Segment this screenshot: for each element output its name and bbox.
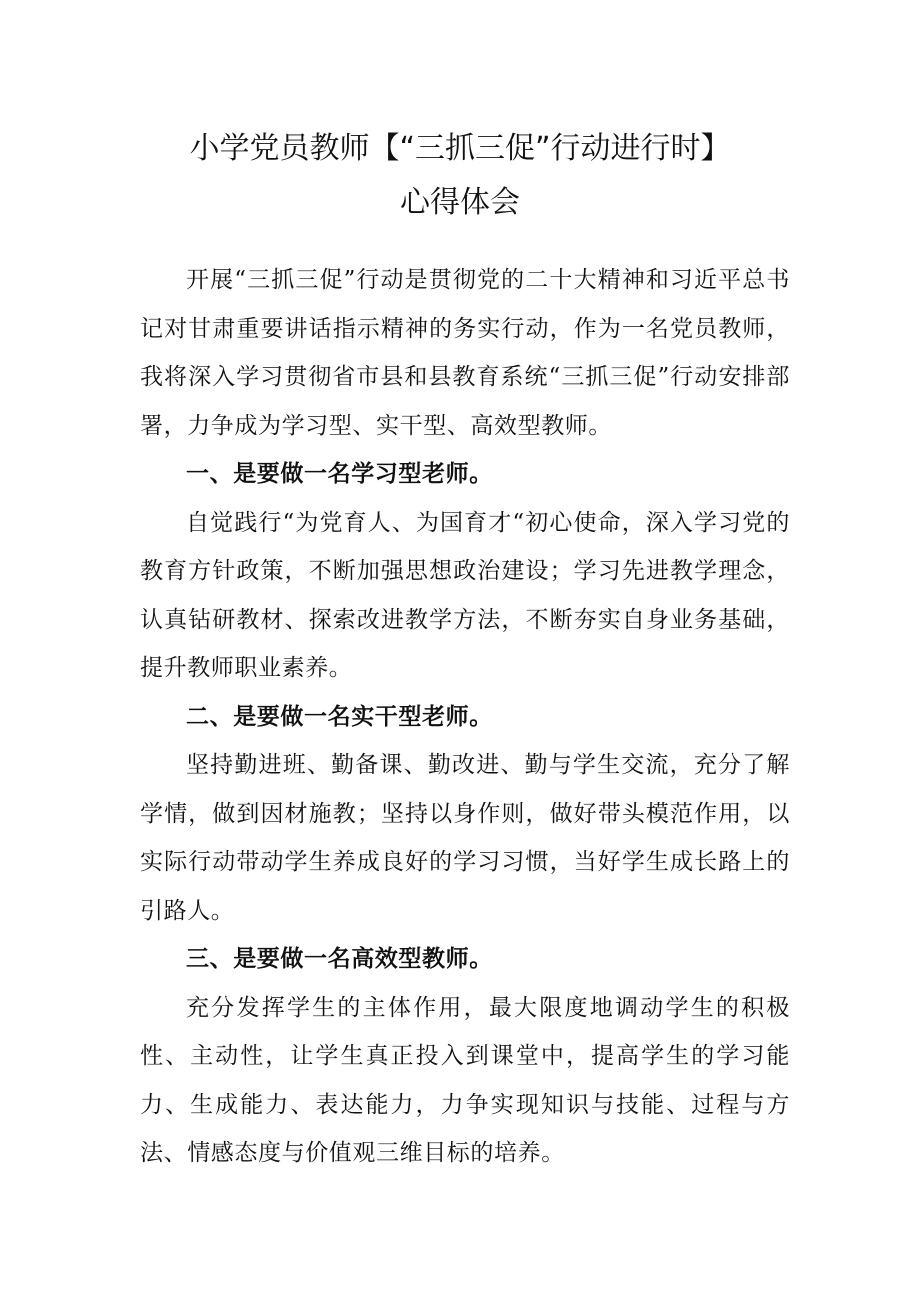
section-paragraph-1: 自觉践行“为党育人、为国育才“初心使命，深入学习党的教育方针政策，不断加强思想政治建设；学习先进教学理念，认真钻研教材、探索改进教学方法，不断夯实自身业务基础，提升教师职业素养。	[140, 509, 790, 681]
document-title-line-2: 心得体会	[400, 185, 520, 220]
document-body	[140, 256, 790, 1178]
section-heading-3: 三、是要做一名高效型教师。	[186, 946, 493, 972]
section-paragraph-2: 坚持勤进班、勤备课、勤改进、勤与学生交流，充分了解学情，做到因材施教；坚持以身作则，做好带头模范作用，以实际行动带动学生养成良好的学习习惯，当好学生成长路上的引路人。	[140, 752, 790, 924]
intro-paragraph: 开展“三抓三促”行动是贯彻党的二十大精神和习近平总书记对甘肃重要讲话指示精神的务实行动，作为一名党员教师，我将深入学习贯彻省市县和县教育系统“三抓三促”行动安排部署，力争成为学习型、实干型、高效型教师。	[140, 267, 790, 439]
document-title-line-1: 小学党员教师【“三抓三促”行动进行时】	[189, 131, 731, 166]
section-paragraph-3: 充分发挥学生的主体作用，最大限度地调动学生的积极性、主动性，让学生真正投入到课堂中，提高学生的学习能力、生成能力、表达能力，力争实现知识与技能、过程与方法、情感态度与价值观三维目标的培养。	[140, 994, 790, 1166]
section-heading-1: 一、是要做一名学习型老师。	[186, 461, 493, 487]
section-heading-2: 二、是要做一名实干型老师。	[186, 703, 493, 730]
